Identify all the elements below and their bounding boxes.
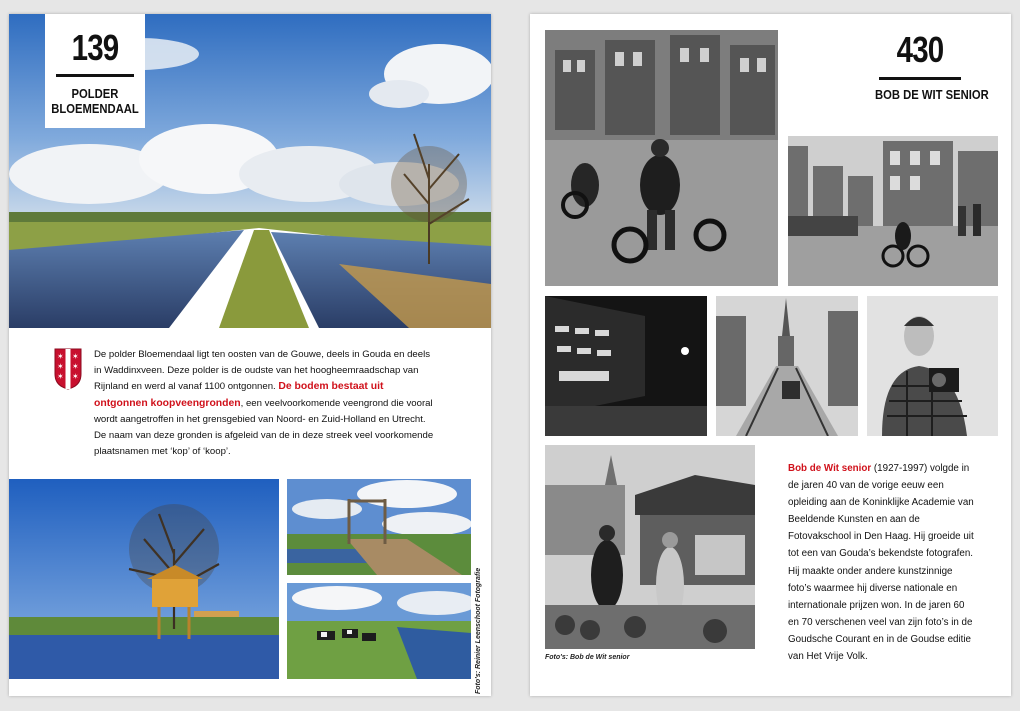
market-stall-photo bbox=[545, 445, 755, 649]
entry-title-right: BOB DE WIT SENIOR bbox=[875, 88, 989, 102]
intro-text-part2: , een veelvoorkomende veengrond die vooral wordt aangetroffen in het grensgebied van Noord- en Zuid-Holland en Utrecht. De naam van deze gronden is afgeleid van de in deze streek veel voorkomende plaatsnamen met ‘kop’ of ‘koop’. bbox=[94, 397, 434, 458]
badge-divider-right bbox=[879, 77, 961, 80]
cows-photo bbox=[287, 583, 471, 679]
right-page bbox=[530, 14, 1011, 696]
bird-hide-photo bbox=[9, 479, 279, 679]
entry-title-line2: BLOEMENDAAL bbox=[51, 102, 139, 116]
right-photo-credit: Foto's: Bob de Wit senior bbox=[545, 654, 630, 661]
entry-badge bbox=[45, 14, 145, 128]
bio-text: (1927-1997) volgde in de jaren 40 van de vorige eeuw een opleiding aan de Koninklijke Academie van Beeldende Kunsten en aan de Fotovakschool in Den Haag. Hij groeide uit tot een van Gouda’s bekendste fotografen. Hij maakte onder andere kunstzinnige foto’s waarmee hij diverse nationale en internationale prijzen won. In de jaren 60 en 70 verschenen veel van zijn foto’s in de Goudsche Courant en in de Goudse editie van Het Vrije Volk. bbox=[788, 463, 974, 663]
svg-text:✶: ✶ bbox=[57, 372, 64, 381]
svg-text:✶: ✶ bbox=[72, 372, 79, 381]
bridge-photo bbox=[287, 479, 471, 575]
intro-paragraph bbox=[94, 347, 434, 460]
svg-text:✶: ✶ bbox=[57, 362, 64, 371]
svg-text:✶: ✶ bbox=[72, 362, 79, 371]
night-street-photo bbox=[545, 296, 707, 436]
left-page bbox=[9, 14, 491, 696]
entry-number: 139 bbox=[71, 27, 119, 68]
svg-text:✶: ✶ bbox=[57, 352, 64, 361]
biography-paragraph bbox=[788, 460, 978, 665]
intro-highlight: De bodem bestaat uit ontgonnen koopveengronden bbox=[94, 381, 384, 409]
town-square-photo bbox=[788, 136, 998, 286]
intro-text-part1: De polder Bloemendaal ligt ten oosten van de Gouwe, deels in Gouda en deels in Waddinxveen. Deze polder is de oudste van het hoogheemraadschap van Rijnland en werd al vanaf 1100 ontgonnen. bbox=[94, 349, 431, 393]
entry-title-line1: POLDER bbox=[71, 87, 119, 101]
photographer-portrait-photo bbox=[867, 296, 998, 436]
bio-name: Bob de Wit senior bbox=[788, 463, 872, 474]
svg-text:✶: ✶ bbox=[72, 352, 79, 361]
scooter-street-photo bbox=[545, 30, 778, 286]
left-photo-credit: Foto's: Reinier Leenschoot Fotografie bbox=[475, 567, 482, 694]
canal-church-photo bbox=[716, 296, 858, 436]
entry-number-right: 430 bbox=[896, 29, 944, 70]
entry-badge-right bbox=[870, 29, 989, 120]
badge-divider bbox=[56, 74, 134, 77]
gouda-coat-of-arms-icon bbox=[54, 348, 82, 390]
